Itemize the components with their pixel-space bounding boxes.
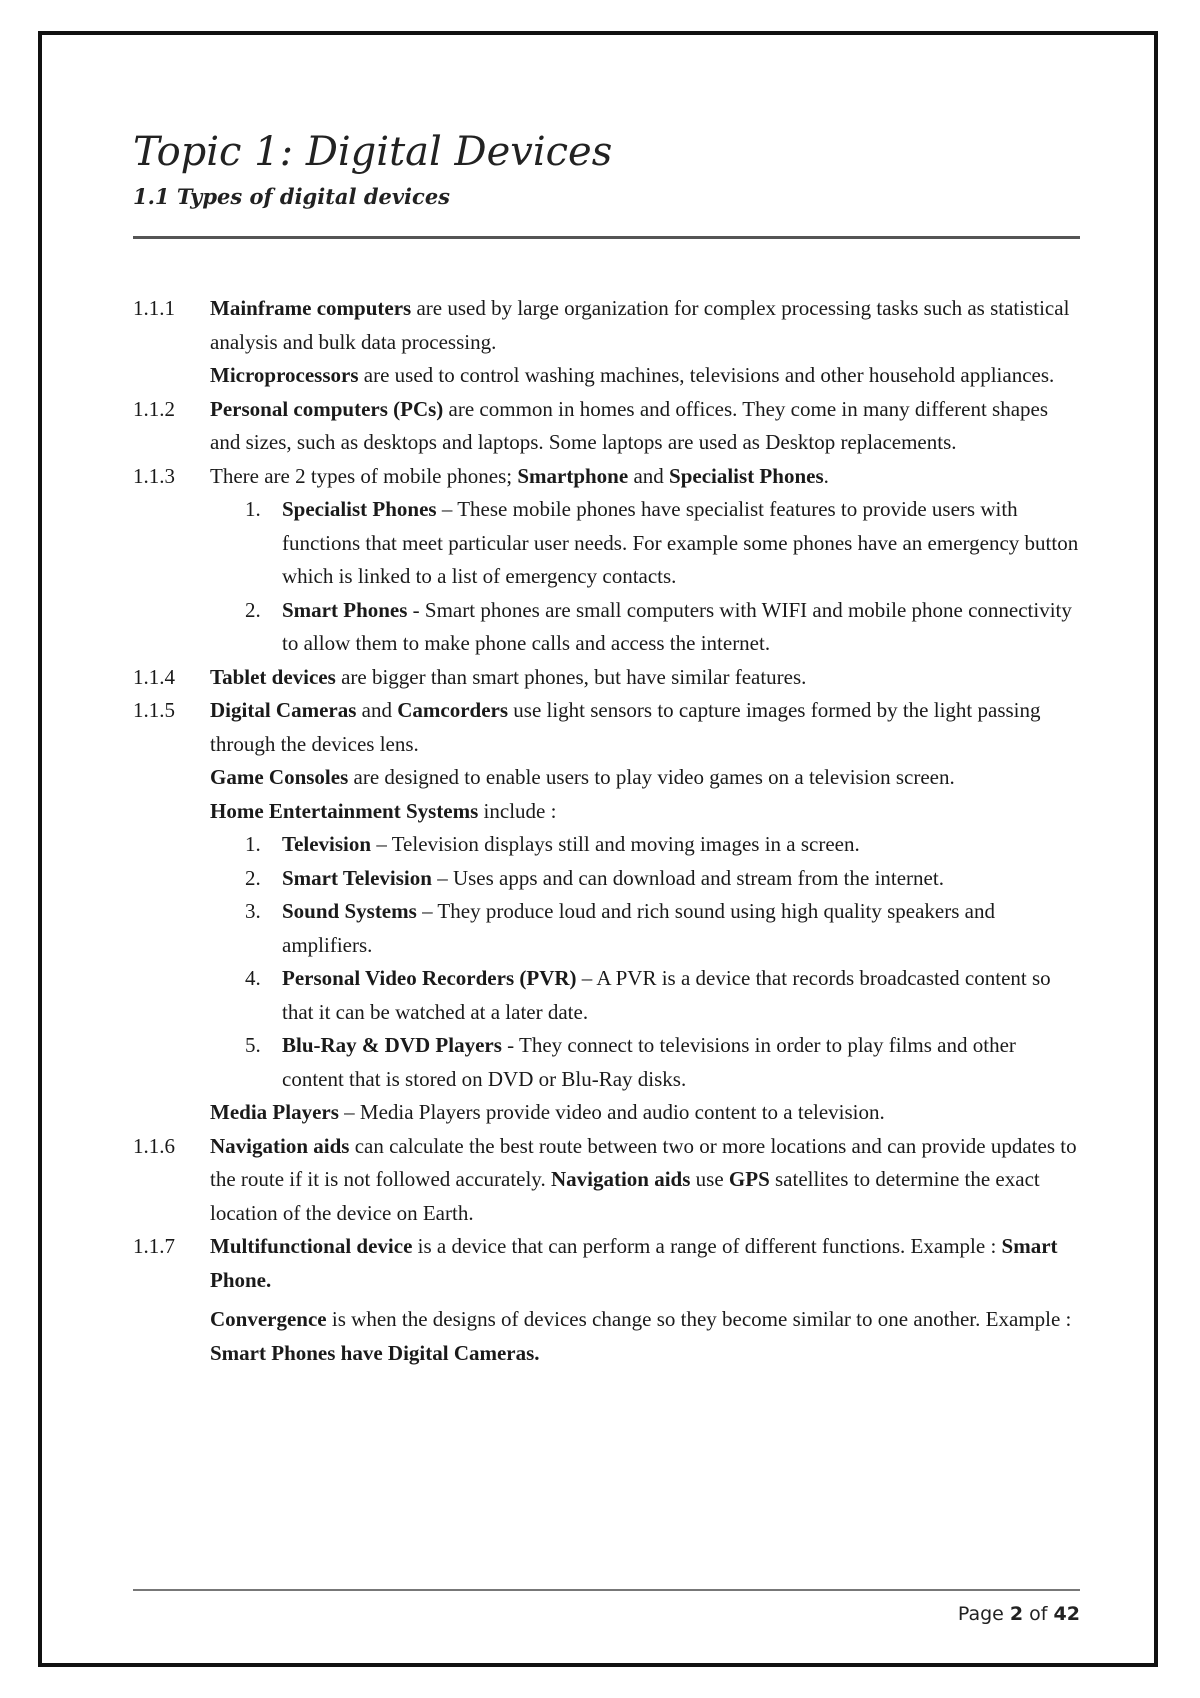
text: - Smart phones are small computers with WIFI and mobile phone connectivity to allow them to make phone calls and access the internet. <box>282 597 1072 655</box>
text: – Media Players provide video and audio content to a television. <box>338 1100 885 1124</box>
term: Microprocessors <box>210 363 359 387</box>
term: Smartphone <box>517 463 629 488</box>
phone-types-list <box>133 493 1080 661</box>
text: are common in homes and offices. They come in many different shapes and sizes, such as desktops and laptops. Some laptops are used as Desktop replacements. <box>210 396 1049 454</box>
term: Game Consoles <box>210 765 349 789</box>
list-number: 2. <box>245 597 261 622</box>
section-number: 1.1.2 <box>133 396 175 421</box>
document-body <box>133 292 1080 1370</box>
text: – They produce loud and rich sound using high quality speakers and amplifiers. <box>282 899 995 957</box>
section-number: 1.1.5 <box>133 698 175 722</box>
section-1-1-2 <box>133 393 1080 460</box>
list-number: 3. <box>245 899 261 923</box>
page-header <box>133 124 1080 212</box>
section-1-1-5 <box>133 694 1080 828</box>
list-item <box>245 594 1080 661</box>
list-number: 2. <box>245 865 261 890</box>
term: Personal Video Recorders (PVR) <box>282 966 577 990</box>
list-item <box>245 493 1080 594</box>
page-footer <box>133 1600 1080 1628</box>
paragraph <box>210 1230 1080 1297</box>
list-item <box>245 862 1080 896</box>
term: Blu-Ray & DVD Players <box>282 1033 502 1057</box>
text: are designed to enable users to play video games on a television screen. <box>348 765 955 789</box>
text: is when the designs of devices change so they become similar to one another. Example : <box>326 1307 1072 1331</box>
text: - They connect to televisions in order to play films and other content that is stored on DVD or Blu-Ray disks. <box>282 1033 1016 1091</box>
term: Sound Systems <box>282 899 417 923</box>
term: Smart Television <box>282 865 432 890</box>
section-1-1-7 <box>133 1230 1080 1370</box>
term: Media Players <box>210 1100 339 1124</box>
paragraph <box>210 1303 1080 1370</box>
footer-divider <box>133 1589 1080 1591</box>
term: Specialist Phones <box>282 497 437 521</box>
list-item <box>245 895 1080 962</box>
page-label: Page <box>957 1603 1010 1625</box>
text: and <box>356 698 398 722</box>
list-number: 1. <box>245 497 261 521</box>
paragraph <box>210 393 1080 460</box>
page-title: Topic 1: Digital Devices <box>133 129 613 175</box>
term: Home Entertainment Systems <box>210 798 479 823</box>
text: is a device that can perform a range of different functions. Example : <box>412 1234 1002 1258</box>
term: Smart Phone. <box>210 1234 1058 1292</box>
text: use <box>690 1167 729 1191</box>
header-divider <box>133 236 1080 239</box>
section-1-1-5-media <box>133 1096 1080 1130</box>
term: Multifunctional device <box>210 1234 413 1258</box>
list-item <box>245 1029 1080 1096</box>
paragraph <box>210 1096 1080 1130</box>
list-item <box>245 962 1080 1029</box>
section-1-1-1 <box>133 292 1080 393</box>
paragraph <box>210 1130 1080 1231</box>
term: Smart Phones <box>282 597 408 622</box>
section-number: 1.1.3 <box>133 463 175 488</box>
text: include : <box>478 798 557 823</box>
term: Tablet devices <box>210 664 336 689</box>
section-subtitle: 1.1 Types of digital devices <box>133 184 451 209</box>
list-item <box>245 828 1080 862</box>
text: satellites to determine the exact location of the device on Earth. <box>210 1167 1040 1225</box>
term: GPS <box>728 1167 770 1191</box>
text: – Uses apps and can download and stream from the internet. <box>431 865 944 890</box>
section-1-1-4 <box>133 661 1080 695</box>
section-number: 1.1.1 <box>133 296 175 320</box>
list-number: 5. <box>245 1033 261 1057</box>
section-number: 1.1.6 <box>133 1133 175 1158</box>
text: use light sensors to capture images formed by the light passing through the devices lens. <box>210 698 1041 756</box>
text: – These mobile phones have specialist features to provide users with functions that meet particular user needs. For example some phones have an emergency button which is linked to a list of emergency contacts. <box>282 497 1079 588</box>
term: Navigation aids <box>210 1133 350 1158</box>
paragraph <box>210 460 1080 494</box>
text: – Television displays still and moving images in a screen. <box>371 832 860 856</box>
paragraph <box>210 292 1080 359</box>
term: Personal computers (PCs) <box>210 396 444 421</box>
term: Digital Cameras <box>210 698 357 722</box>
paragraph <box>210 661 1080 695</box>
term: Camcorders <box>397 698 509 722</box>
term: Navigation aids <box>550 1167 691 1191</box>
paragraph <box>210 359 1080 393</box>
text: can calculate the best route between two or more locations and can provide updates to the route if it is not followed accurately. <box>210 1133 1077 1191</box>
paragraph <box>210 761 1080 795</box>
paragraph <box>210 694 1080 761</box>
text: . <box>823 463 829 488</box>
section-1-1-3 <box>133 460 1080 494</box>
page-total: 42 <box>1053 1603 1080 1625</box>
text: and <box>628 463 670 488</box>
paragraph <box>210 795 1080 829</box>
text: There are 2 types of mobile phones; <box>210 463 518 488</box>
page-number: 2 <box>1009 1603 1024 1625</box>
of-label: of <box>1023 1603 1054 1625</box>
term: Convergence <box>210 1307 327 1331</box>
entertainment-systems-list <box>133 828 1080 1096</box>
section-1-1-6 <box>133 1130 1080 1231</box>
text: are used to control washing machines, televisions and other household appliances. <box>358 363 1055 387</box>
term: Specialist Phones <box>669 463 824 488</box>
text: are used by large organization for complex processing tasks such as statistical analysis and bulk data processing. <box>210 296 1070 354</box>
term: Mainframe computers <box>210 296 412 320</box>
section-number: 1.1.4 <box>133 664 175 689</box>
list-number: 1. <box>245 832 261 856</box>
list-number: 4. <box>245 966 261 990</box>
term: Smart Phones have Digital Cameras. <box>210 1340 540 1365</box>
text: are bigger than smart phones, but have similar features. <box>335 664 807 689</box>
text: – A PVR is a device that records broadcasted content so that it can be watched at a later date. <box>282 966 1051 1024</box>
section-number: 1.1.7 <box>133 1234 175 1258</box>
term: Television <box>282 832 372 856</box>
